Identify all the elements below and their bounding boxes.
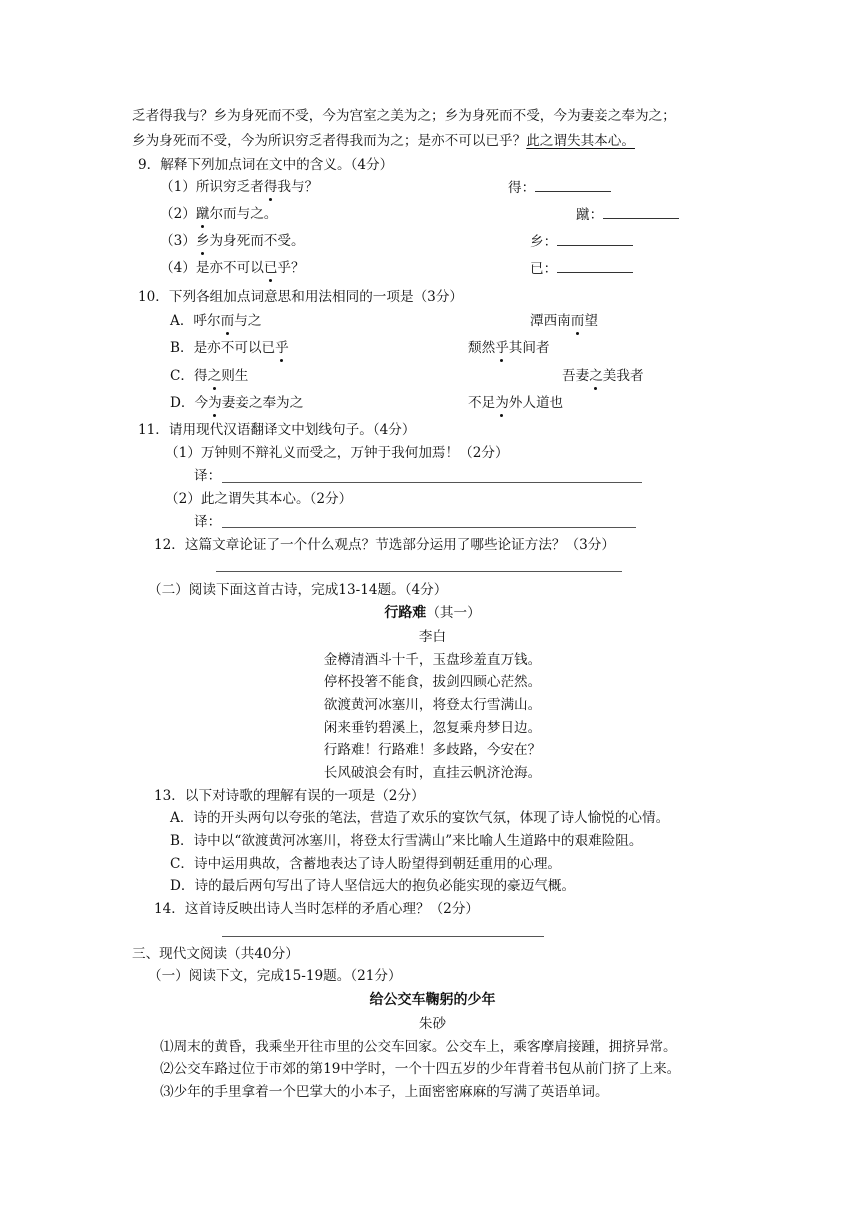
q10-c-right-post: 美我者 [602, 368, 644, 384]
q9-stem: 9．解释下列加点词在文中的含义。（4分） [138, 157, 394, 173]
q13-stem: 13．以下对诗歌的理解有误的一项是（2分） [154, 788, 425, 804]
q9-item-1-post: 我与？ [277, 179, 319, 195]
q9-answer-2-label: 蹴： [576, 207, 604, 223]
q10-option-b-left [170, 338, 289, 358]
q10-option-c-right [562, 366, 644, 386]
q11-sentence-2: （2）此之谓失其本心。（2分） [165, 491, 353, 507]
article-para-1: ⑴周末的黄昏，我乘坐开往市里的公交车回家。公交车上，乘客摩肩接踵，拥挤异常。 [160, 1039, 677, 1055]
q9-answer-3[interactable] [530, 231, 633, 252]
q10-a-right-post: 望 [584, 313, 598, 329]
q11-answer-line-1[interactable] [222, 482, 642, 483]
passage-line-1: 乏者得我与？乡为身死而不受，今为宫室之美为之；乡为身死而不受，今为妻妾之奉为之； [132, 108, 676, 124]
q9-answer-2-blank[interactable] [603, 204, 679, 219]
poem-line-1: 金樽清酒斗十千，玉盘珍羞直万钱。 [323, 652, 542, 668]
q9-item-3 [160, 231, 305, 251]
q10-c-left-dotted: 之 [207, 368, 222, 384]
q11-translation-label-2: 译： [194, 514, 222, 530]
poem-line-6: 长风破浪会有时，直挂云帆济沧海。 [323, 765, 542, 781]
article-para-2: ⑵公交车路过位于市郊的第19中学时，一个十四五岁的少年背着书包从前门挤了上来。 [160, 1061, 681, 1077]
q10-c-left-post: 则生 [221, 368, 249, 384]
q9-item-3-post: 为身死而不受。 [209, 233, 305, 249]
q10-b-right-pre: 颓然 [468, 340, 496, 356]
q10-option-d-right [468, 393, 563, 413]
q9-item-2 [160, 204, 277, 224]
q13-option-d: D．诗的最后两句写出了诗人坚信远大的抱负必能实现的豪迈气概。 [170, 878, 576, 894]
q10-d-left-pre: D．今 [170, 395, 209, 411]
q10-b-right-dotted: 乎 [495, 340, 509, 356]
q10-option-a-left [170, 311, 261, 331]
q9-item-2-post: 尔而与之。 [209, 206, 278, 222]
underlined-sentence: 此之谓失其本心。 [526, 133, 635, 149]
poem-title-text: 行路难 [384, 605, 427, 621]
q10-b-left-dotted: 乎 [275, 340, 289, 356]
article-para-3: ⑶少年的手里拿着一个巴掌大的小本子，上面密密麻麻的写满了英语单词。 [160, 1084, 609, 1100]
q10-b-right-post: 其间者 [508, 340, 550, 356]
q10-d-left-post: 妻妾之奉为之 [221, 395, 304, 411]
q10-a-left-dotted: 而 [220, 313, 235, 329]
q13-option-c: C．诗中运用典故，含蓄地表达了诗人盼望得到朝廷重用的心理。 [170, 856, 562, 872]
q9-item-1 [160, 177, 318, 197]
q10-d-right-pre: 不足 [468, 395, 496, 411]
q10-d-left-dotted: 为 [208, 395, 222, 411]
q12-answer-line[interactable] [216, 571, 622, 572]
q11-sentence-1: （1）万钟则不辩礼义而受之，万钟于我何加焉！（2分） [165, 445, 509, 461]
q9-answer-2[interactable] [576, 204, 679, 225]
q10-option-d-left [170, 393, 303, 413]
q9-item-1-pre: （1）所识穷乏者 [160, 179, 264, 195]
poem-line-4: 闲来垂钓碧溪上，忽复乘舟梦日边。 [323, 720, 542, 736]
poem-line-2: 停杯投箸不能食，拔剑四顾心茫然。 [323, 674, 542, 690]
q10-a-left-post: 与之 [234, 313, 262, 329]
q10-b-left-pre: B．是亦不可以已 [170, 340, 276, 356]
q9-item-4 [160, 258, 305, 278]
q9-answer-4-blank[interactable] [557, 258, 633, 273]
q12-stem: 12．这篇文章论证了一个什么观点？节选部分运用了哪些论证方法？（3分） [154, 537, 615, 553]
poem-title [0, 603, 865, 623]
q10-a-right-pre: 潭西南 [530, 313, 571, 329]
q10-c-left-pre: C．得 [170, 368, 208, 384]
q9-item-1-dotted-word: 得 [263, 179, 278, 195]
passage-line-2-text: 乡为身死而不受，今为所识穷乏者得我而为之；是亦不可以已乎？ [132, 133, 527, 149]
q10-option-b-right [468, 338, 550, 358]
poem-author: 李白 [418, 629, 447, 645]
q10-d-right-dotted: 为 [495, 395, 509, 411]
q10-option-a-right [530, 311, 598, 331]
q11-translation-label-1: 译： [194, 468, 222, 484]
q9-answer-4[interactable] [530, 258, 633, 279]
poem-line-5: 行路难！行路难！多歧路，今安在？ [323, 742, 542, 758]
poem-title-suffix: （其一） [426, 605, 481, 621]
q9-item-4-post: 乎？ [277, 260, 305, 276]
q9-answer-1-blank[interactable] [535, 177, 611, 192]
article-author: 朱砂 [418, 1016, 447, 1032]
q9-answer-3-blank[interactable] [557, 231, 633, 246]
q10-option-c-left [170, 366, 248, 386]
q9-answer-4-label: 已： [530, 261, 558, 277]
q9-answer-3-label: 乡： [530, 234, 558, 250]
q9-answer-1-label: 得： [508, 180, 536, 196]
q13-option-b: B．诗中以“欲渡黄河冰塞川，将登太行雪满山”来比喻人生道路中的艰难险阻。 [170, 833, 643, 849]
poem-section-heading: （二）阅读下面这首古诗，完成13-14题。（4分） [148, 582, 448, 598]
q9-item-4-dotted-word: 已 [263, 260, 278, 276]
article-title-text: 给公交车鞠躬的少年 [369, 992, 496, 1008]
q9-item-3-dotted-word: 乡 [195, 233, 210, 249]
q9-item-2-dotted-word: 蹴 [195, 206, 210, 222]
q9-item-2-pre: （2） [160, 206, 196, 222]
q9-answer-1[interactable] [508, 177, 611, 198]
q14-stem: 14．这首诗反映出诗人当时怎样的矛盾心理？（2分） [154, 901, 480, 917]
q10-a-right-dotted: 而 [570, 313, 585, 329]
section3-heading: 三、现代文阅读（共40分） [132, 946, 299, 962]
q10-c-right-pre: 吾妻 [562, 368, 590, 384]
q10-c-right-dotted: 之 [589, 368, 603, 384]
q14-answer-line[interactable] [222, 936, 544, 937]
q10-stem: 10．下列各组加点词意思和用法相同的一项是（3分） [138, 289, 464, 305]
q9-item-4-pre: （4）是亦不可以 [160, 260, 264, 276]
q11-answer-line-2[interactable] [222, 527, 636, 528]
passage-line-2 [132, 131, 635, 151]
q13-option-a: A．诗的开头两句以夸张的笔法，营造了欢乐的宴饮气氛，体现了诗人愉悦的心情。 [170, 810, 670, 826]
article-title [0, 990, 865, 1010]
q11-stem: 11．请用现代汉语翻译文中划线句子。（4分） [138, 422, 416, 438]
q9-item-3-pre: （3） [160, 233, 196, 249]
poem-line-3: 欲渡黄河冰塞川，将登太行雪满山。 [323, 697, 542, 713]
q10-a-left-pre: A．呼尔 [170, 313, 221, 329]
q10-d-right-post: 外人道也 [508, 395, 564, 411]
section3-subheading: （一）阅读下文，完成15-19题。（21分） [148, 968, 402, 984]
